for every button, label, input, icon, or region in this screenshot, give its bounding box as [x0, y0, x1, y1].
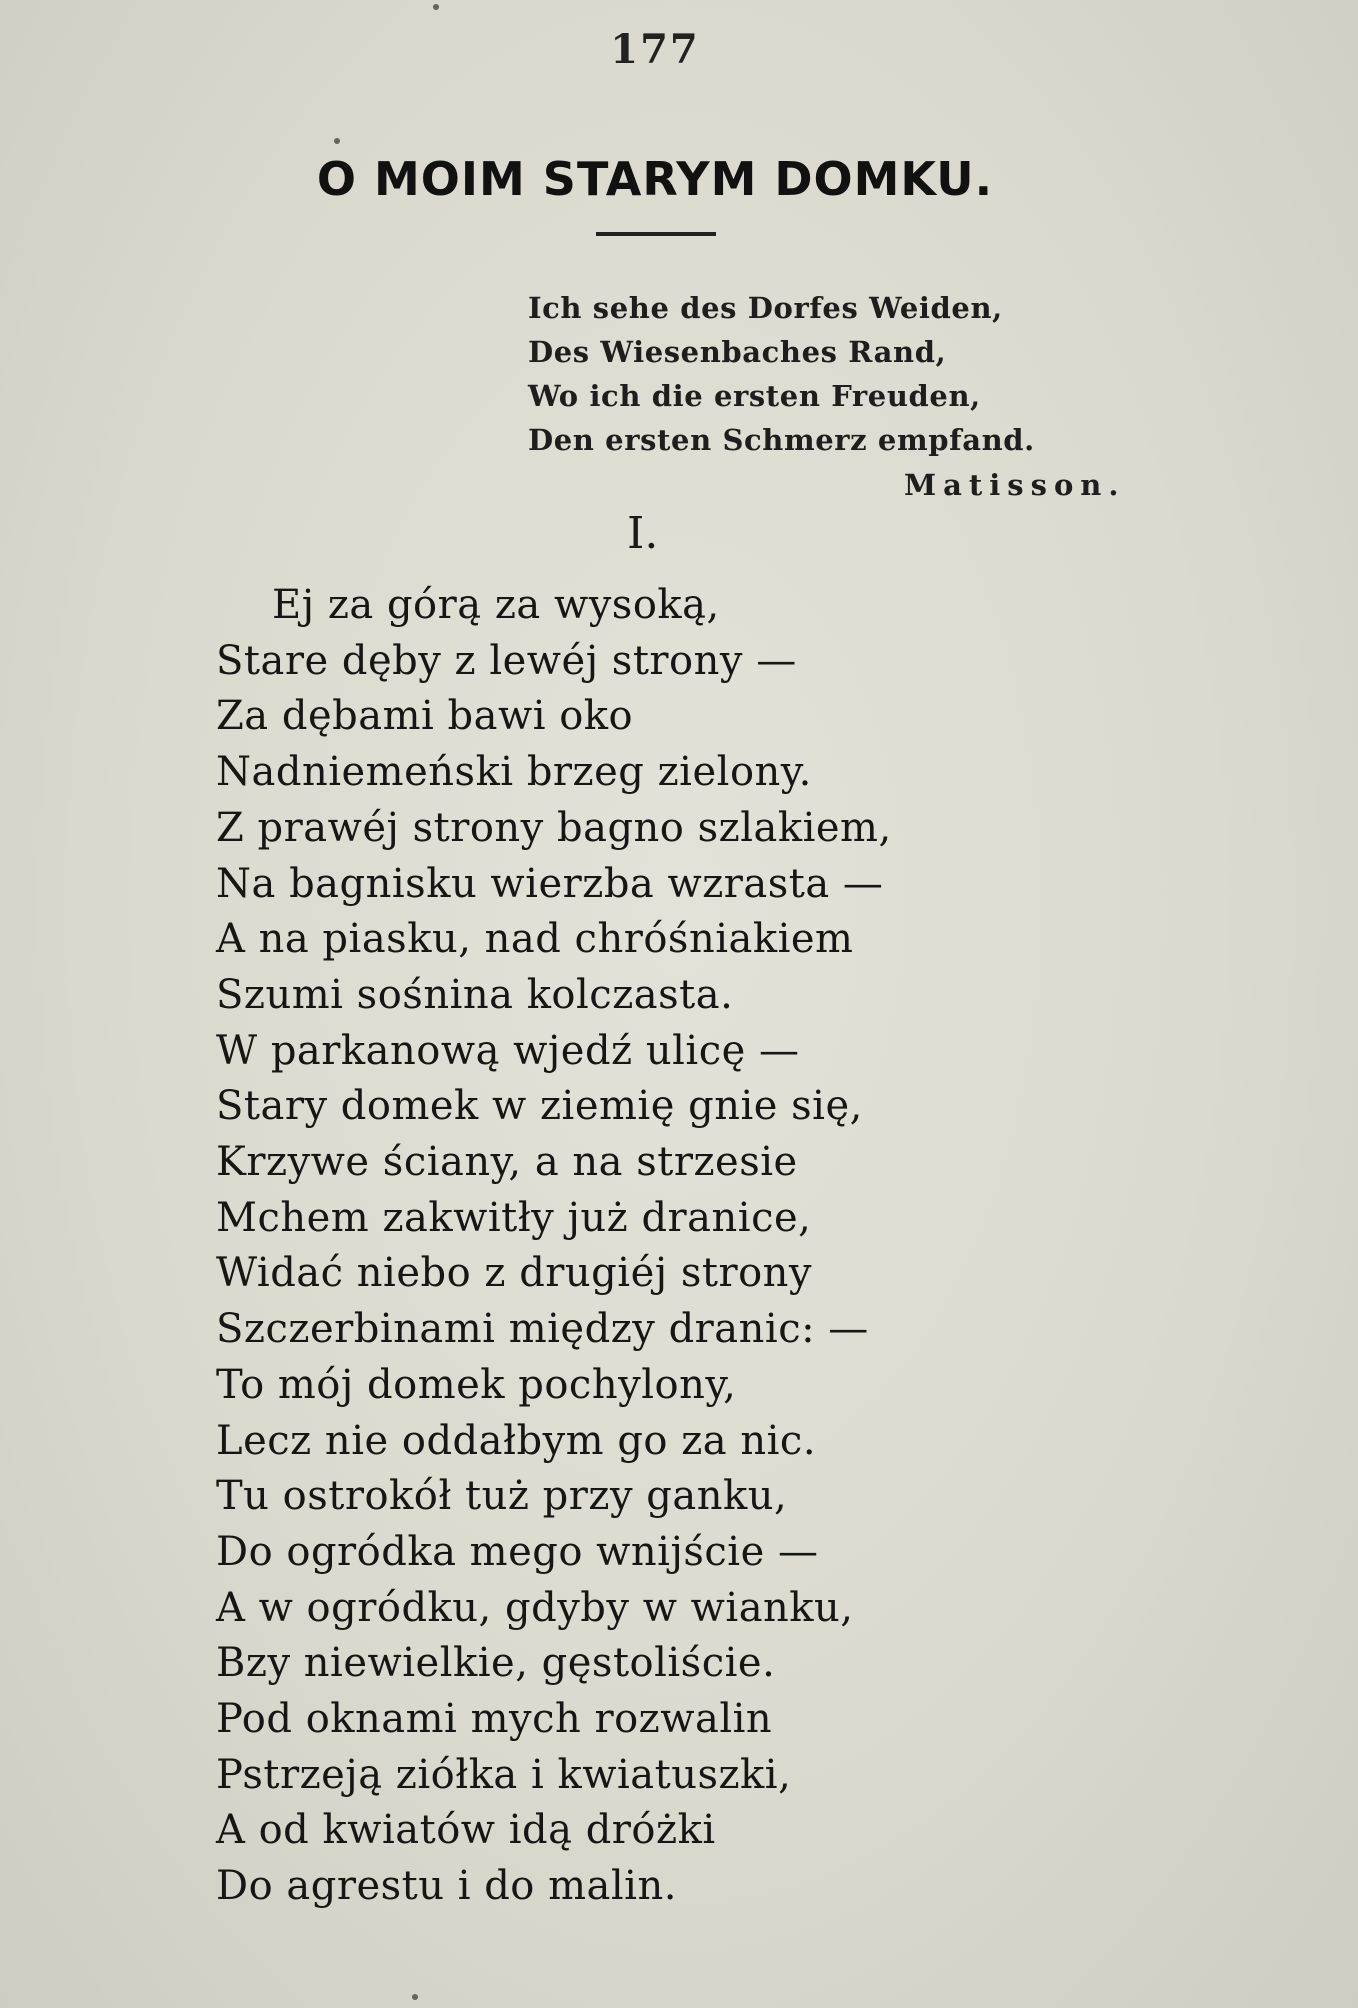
poem-line: Nadniemeński brzeg zielony. — [216, 749, 812, 796]
poem-line: Ej za górą za wysoką, — [272, 582, 720, 628]
poem-line: A od kwiatów idą dróżki — [216, 1807, 716, 1854]
poem-line: Na bagnisku wierzba wzrasta — — [216, 860, 884, 907]
epigraph-line: Den ersten Schmerz empfand. — [528, 423, 1035, 457]
poem-body — [216, 578, 892, 1915]
paper-speck — [412, 1994, 418, 2000]
poem-line: Za dębami bawi oko — [216, 693, 634, 740]
poem-line: Lecz nie oddałbym go za nic. — [216, 1417, 817, 1464]
paper-speck — [334, 138, 340, 144]
epigraph-line: Ich sehe des Dorfes Weiden, — [528, 291, 1003, 325]
poem-line: Pstrzeją ziółka i kwiatuszki, — [216, 1751, 792, 1798]
section-number: I. — [627, 508, 659, 559]
page-number: 177 — [610, 26, 700, 73]
poem-title: O MOIM STARYM DOMKU. — [316, 152, 994, 206]
poem-line: Widać niebo z drugiéj strony — [216, 1250, 813, 1297]
poem-line: Pod oknami mych rozwalin — [216, 1696, 773, 1743]
poem-line: A w ogródku, gdyby w wianku, — [216, 1584, 854, 1631]
epigraph-author: Matisson. — [904, 468, 1126, 502]
poem-line: Szczerbinami między dranic: — — [216, 1306, 869, 1353]
poem-line: Krzywe ściany, a na strzesie — [216, 1139, 798, 1186]
poem-line: Do ogródka mego wnijście — — [216, 1528, 819, 1575]
epigraph-line: Wo ich die ersten Freuden, — [528, 379, 981, 413]
poem-line: Tu ostrokół tuż przy ganku, — [216, 1473, 788, 1520]
poem-line: Stary domek w ziemię gnie się, — [216, 1083, 863, 1130]
poem-line: Bzy niewielkie, gęstoliście. — [216, 1640, 776, 1687]
poem-line: Szumi sośnina kolczasta. — [216, 971, 734, 1018]
title-divider — [596, 232, 716, 236]
poem-line: A na piasku, nad chróśniakiem — [216, 916, 854, 963]
poem-line: Stare dęby z lewéj strony — — [216, 637, 797, 684]
poem-line: Z prawéj strony bagno szlakiem, — [216, 804, 892, 851]
epigraph — [528, 286, 1035, 462]
poem-line: To mój domek pochylony, — [216, 1361, 737, 1408]
paper-speck — [433, 4, 439, 10]
poem-line: Mchem zakwitły już dranice, — [216, 1194, 812, 1241]
poem-line: W parkanową wjedź ulicę — — [216, 1027, 800, 1074]
epigraph-line: Des Wiesenbaches Rand, — [528, 335, 947, 369]
poem-line: Do agrestu i do malin. — [216, 1863, 677, 1910]
